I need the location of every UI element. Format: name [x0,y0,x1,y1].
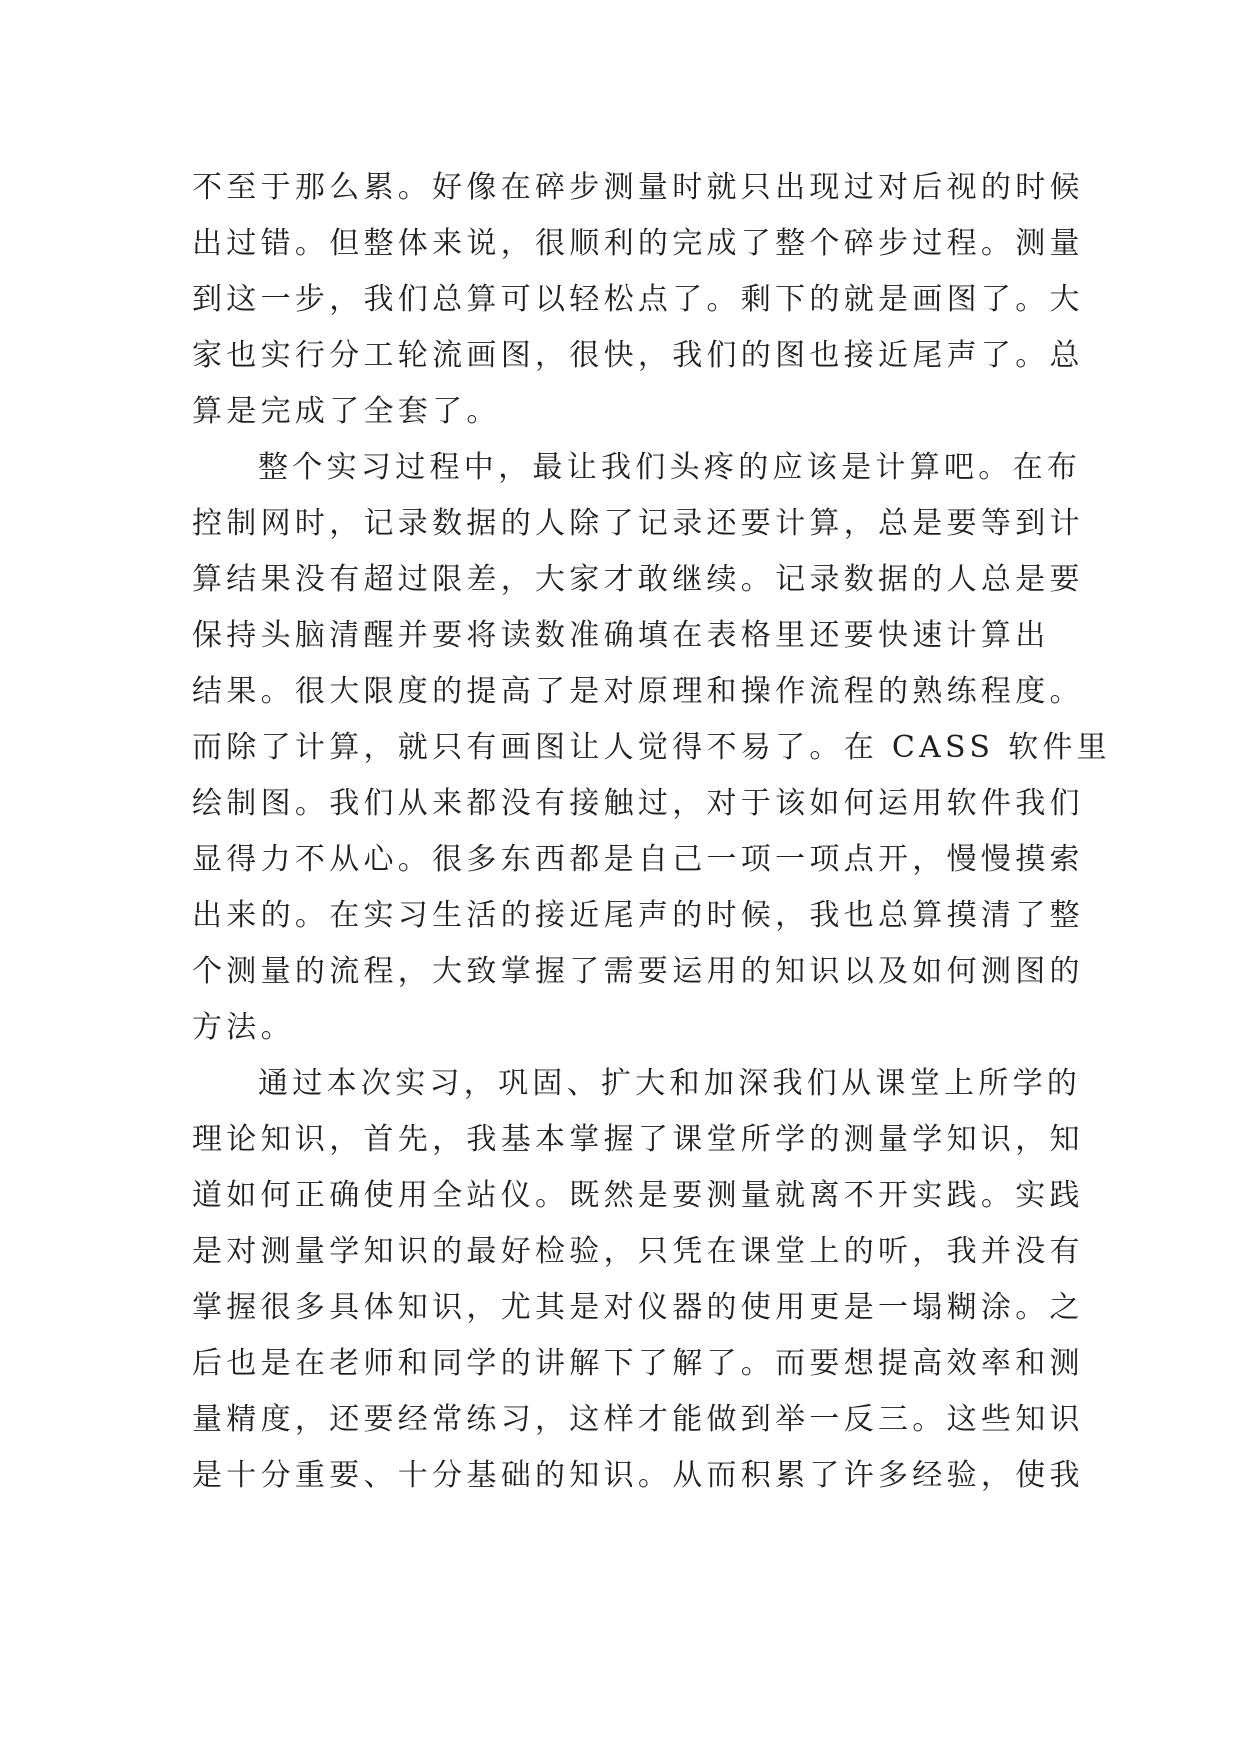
text-line: 家也实行分工轮流画图，很快，我们的图也接近尾声了。总 [192,338,1084,373]
text-line: 保持头脑清醒并要将读数准确填在表格里还要快速计算出 [192,618,1050,653]
text-line: 显得力不从心。很多东西都是自己一项一项点开，慢慢摸索 [192,842,1084,877]
text-line: 控制网时，记录数据的人除了记录还要计算，总是要等到计 [192,506,1084,541]
paragraph-start-line: 整个实习过程中，最让我们头疼的应该是计算吧。在布 [258,450,1082,485]
text-line: 个测量的流程，大致掌握了需要运用的知识以及如何测图的 [192,954,1084,989]
text-line: 出过错。但整体来说，很顺利的完成了整个碎步过程。测量 [192,226,1084,261]
text-line: 到这一步，我们总算可以轻松点了。剩下的就是画图了。大 [192,282,1084,317]
text-line: 掌握很多具体知识，尤其是对仪器的使用更是一塌糊涂。之 [192,1290,1084,1325]
body-text [192,160,1111,1504]
text-line: 后也是在老师和同学的讲解下了解了。而要想提高效率和测 [192,1346,1084,1381]
text-line: 不至于那么累。好像在碎步测量时就只出现过对后视的时候 [192,170,1084,205]
text-line: 理论知识，首先，我基本掌握了课堂所学的测量学知识，知 [192,1122,1084,1157]
text-line: 量精度，还要经常练习，这样才能做到举一反三。这些知识 [192,1402,1084,1437]
text-line: 绘制图。我们从来都没有接触过，对于该如何运用软件我们 [192,786,1084,821]
text-line: 算是完成了全套了。 [192,394,501,429]
text-line: 是对测量学知识的最好检验，只凭在课堂上的听，我并没有 [192,1234,1084,1269]
text-line: 而除了计算，就只有画图让人觉得不易了。在 CASS 软件里 [192,730,1111,765]
text-line: 是十分重要、十分基础的知识。从而积累了许多经验，使我 [192,1458,1084,1493]
text-line: 算结果没有超过限差，大家才敢继续。记录数据的人总是要 [192,562,1084,597]
text-line: 方法。 [192,1010,295,1045]
text-line: 出来的。在实习生活的接近尾声的时候，我也总算摸清了整 [192,898,1084,933]
text-line: 道如何正确使用全站仪。既然是要测量就离不开实践。实践 [192,1178,1084,1213]
text-line: 结果。很大限度的提高了是对原理和操作流程的熟练程度。 [192,674,1084,709]
paragraph-start-line: 通过本次实习，巩固、扩大和加深我们从课堂上所学的 [258,1066,1082,1101]
